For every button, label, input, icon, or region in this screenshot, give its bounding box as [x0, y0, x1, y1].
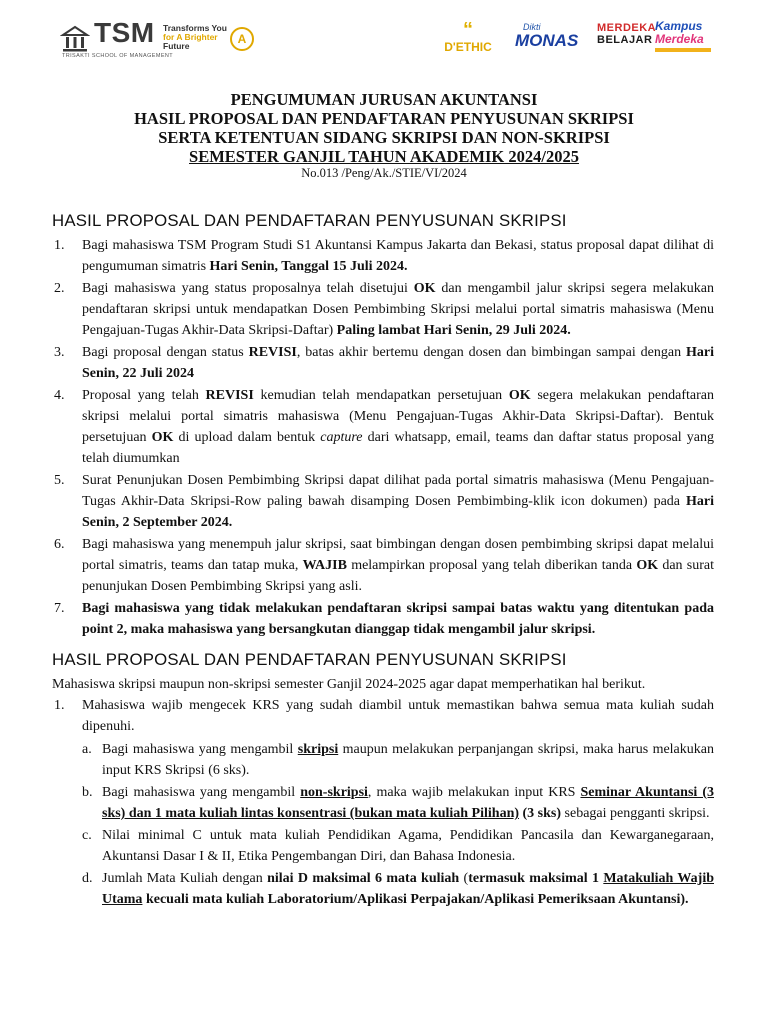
- item-number: 5.: [54, 473, 65, 488]
- item-number: 6.: [54, 537, 65, 552]
- item-number: 1.: [54, 238, 65, 253]
- item-bold-text: kecuali mata kuliah Laboratorium/Aplikasi Perpajakan/Aplikasi Pemeriksaan Akuntansi).: [142, 892, 689, 907]
- item-bold-text: Hari Senin, 2 September 2024.: [82, 494, 714, 530]
- section-2-intro: Mahasiswa skripsi maupun non-skripsi semester Ganjil 2024-2025 agar dapat memperhatikan hal berikut.: [52, 677, 646, 692]
- dethic-logo-text: D'ETHIC: [444, 40, 492, 54]
- item-text: dari whatsapp, email, teams dan daftar status proposal yang telah diumumkan: [82, 430, 714, 466]
- document-body: [52, 210, 714, 911]
- item-bold-text: REVISI: [205, 388, 254, 403]
- item-text: Bagi mahasiswa TSM Program Studi S1 Akuntansi Kampus Jakarta dan Bekasi, status proposal dapat dilihat di pengumuman simatris: [82, 238, 714, 274]
- monas-logo-top: Dikti: [523, 22, 541, 32]
- title-line-3: SERTA KETENTUAN SIDANG SKRIPSI DAN NON-SKRIPSI: [158, 128, 610, 147]
- item-text: Surat Penunjukan Dosen Pembimbing Skripsi dapat dilihat pada portal simatris mahasiswa (Menu Pengajuan-Tugas Akhir-Data Skripsi-Row paling bawah disamping Dosen Pembimbing-klik icon dokumen) pada: [82, 473, 714, 509]
- sub-item-letter: c.: [82, 828, 92, 843]
- sub-item-letter: a.: [82, 742, 92, 757]
- item-bold-underlined-text: skripsi: [297, 742, 339, 757]
- title-line-2: HASIL PROPOSAL DAN PENDAFTARAN PENYUSUNAN SKRIPSI: [134, 109, 634, 128]
- sub-list-item: [82, 782, 714, 824]
- kampus-merdeka-logo: [655, 20, 719, 58]
- tsm-logo-text: TSM: [94, 17, 155, 48]
- item-text: dan mengambil jalur skripsi segera melakukan pendaftaran skripsi untuk mendapatkan Dosen Pembimbing Skripsi melalui portal simatris mahasiswa (Menu Pengajuan-Tugas Akhir-Data Skripsi-Daftar): [82, 281, 714, 338]
- title-line-4: SEMESTER GANJIL TAHUN AKADEMIK 2024/2025: [189, 147, 579, 166]
- tsm-logo-subtitle: TRISAKTI SCHOOL OF MANAGEMENT: [62, 53, 174, 59]
- item-number: 3.: [54, 345, 65, 360]
- list-item: [52, 598, 714, 640]
- item-bold-text: nilai D maksimal 6 mata kuliah: [267, 871, 460, 886]
- item-text: , batas akhir bertemu dengan dosen dan bimbingan sampai dengan: [296, 345, 686, 360]
- monas-logo-main: MONAS: [515, 31, 579, 50]
- item-bold-underlined-text: non-skripsi: [300, 785, 368, 800]
- announcement-title: [60, 90, 708, 181]
- kampus-logo-underline: [655, 48, 711, 52]
- quote-icon: “: [463, 19, 473, 41]
- merdeka-logo-top: MERDEKA: [597, 22, 657, 34]
- section-2-heading: HASIL PROPOSAL DAN PENDAFTARAN PENYUSUNAN SKRIPSI: [52, 650, 567, 669]
- item-text: Bagi mahasiswa yang status proposalnya telah disetujui: [82, 281, 414, 296]
- item-text: Nilai minimal C untuk mata kuliah Pendidikan Agama, Pendidikan Pancasila dan Kewarganegaraan, Akuntansi Dasar I & II, Etika Pengembangan Diri, dan Bahasa Indonesia.: [102, 828, 714, 864]
- accreditation-badge: A: [230, 27, 254, 51]
- merdeka-logo-bottom: BELAJAR: [597, 34, 653, 46]
- tagline: [163, 24, 227, 51]
- tagline-line-3: Future: [163, 41, 190, 51]
- list-item: [52, 470, 714, 533]
- item-text: segera melakukan pendaftaran skripsi melalui portal simatris mahasiswa (Menu Pengajuan-Tugas Akhir-Data Skripsi-Daftar). Bentuk persetujuan: [82, 388, 714, 445]
- kampus-logo-bottom: Merdeka: [655, 32, 704, 46]
- item-italic-text: capture: [320, 430, 363, 445]
- list-item: [52, 278, 714, 341]
- dethic-logo: [438, 20, 498, 58]
- item-bold-underlined-text: Seminar Akuntansi (3 sks) dan 1 mata kuliah lintas konsentrasi (bukan mata kuliah Pilihan): [102, 785, 714, 821]
- item-number: 2.: [54, 281, 65, 296]
- tagline-line-2: for A Brighter: [163, 32, 218, 42]
- item-text: dan surat penunjukan Dosen Pembimbing Skripsi yang asli.: [82, 558, 714, 594]
- section-1-list: [52, 235, 714, 640]
- sub-list-item: [82, 825, 714, 867]
- sub-list-item: [82, 868, 714, 910]
- list-item: [52, 534, 714, 597]
- item-bold-text: (3 sks): [519, 806, 562, 821]
- item-text: Proposal yang telah: [82, 388, 206, 403]
- item-text: Bagi proposal dengan status: [82, 345, 249, 360]
- item-bold-text: WAJIB: [302, 558, 347, 573]
- item-number: 4.: [54, 388, 65, 403]
- sub-item-letter: b.: [82, 785, 93, 800]
- item-text: Bagi mahasiswa yang mengambil: [102, 742, 298, 757]
- dikti-monas-logo: [515, 22, 585, 56]
- list-item: [52, 235, 714, 277]
- tsm-emblem-icon: [60, 24, 90, 54]
- item-text: (: [459, 871, 469, 886]
- tagline-line-1: Transforms You: [163, 23, 227, 33]
- item-number: 7.: [54, 601, 65, 616]
- item-text: Bagi mahasiswa yang menempuh jalur skripsi, saat bimbingan dengan dosen pembimbing skripsi dapat melalui portal simatris, teams dan tatap muka,: [82, 537, 714, 573]
- list-item: [52, 385, 714, 469]
- item-bold-text: OK: [151, 430, 174, 445]
- item-bold-text: Bagi mahasiswa yang tidak melakukan pendaftaran skripsi sampai batas waktu yang ditentukan pada point 2, maka mahasiswa yang bersangkutan dianggap tidak mengambil jalur skripsi.: [82, 601, 714, 637]
- item-text: melampirkan proposal yang telah diberikan tanda: [346, 558, 637, 573]
- sub-list: [82, 739, 714, 910]
- sub-item-letter: d.: [82, 871, 93, 886]
- section-2: [52, 649, 714, 910]
- list-item: [52, 695, 714, 910]
- section-1-heading: HASIL PROPOSAL DAN PENDAFTARAN PENYUSUNAN SKRIPSI: [52, 211, 567, 230]
- logo-bar: [60, 18, 720, 62]
- item-bold-text: Hari Senin, Tanggal 15 Juli 2024.: [209, 259, 408, 274]
- item-text: maupun melakukan perpanjangan skripsi, maka harus melakukan input KRS Skripsi (6 sks).: [102, 742, 714, 778]
- item-text: Jumlah Mata Kuliah dengan: [102, 871, 268, 886]
- document-number: No.013 /Peng/Ak./STIE/VI/2024: [301, 166, 467, 180]
- kampus-logo-top: Kampus: [655, 19, 703, 33]
- item-bold-text: OK: [413, 281, 436, 296]
- merdeka-belajar-logo: [597, 22, 657, 58]
- item-text: sebagai pengganti skripsi.: [561, 806, 710, 821]
- item-bold-text: termasuk maksimal 1: [468, 871, 604, 886]
- list-item: [52, 342, 714, 384]
- section-2-list: [52, 695, 714, 910]
- item-number: 1.: [54, 698, 65, 713]
- title-line-1: PENGUMUMAN JURUSAN AKUNTANSI: [230, 90, 538, 109]
- item-text: di upload dalam bentuk: [173, 430, 321, 445]
- item-bold-text: Paling lambat Hari Senin, 29 Juli 2024.: [336, 323, 571, 338]
- item-text: Bagi mahasiswa yang mengambil: [102, 785, 301, 800]
- item-bold-text: Hari Senin, 22 Juli 2024: [82, 345, 714, 381]
- sub-list-item: [82, 739, 714, 781]
- item-text: , maka wajib melakukan input KRS: [367, 785, 581, 800]
- item-bold-text: OK: [508, 388, 531, 403]
- item-bold-text: OK: [636, 558, 659, 573]
- item-text: Mahasiswa wajib mengecek KRS yang sudah diambil untuk memastikan bahwa semua mata kuliah sudah dipenuhi.: [82, 698, 714, 734]
- item-bold-underlined-text: Matakuliah Wajib Utama: [102, 871, 714, 907]
- item-bold-text: REVISI: [248, 345, 297, 360]
- item-text: kemudian telah mendapatkan persetujuan: [253, 388, 509, 403]
